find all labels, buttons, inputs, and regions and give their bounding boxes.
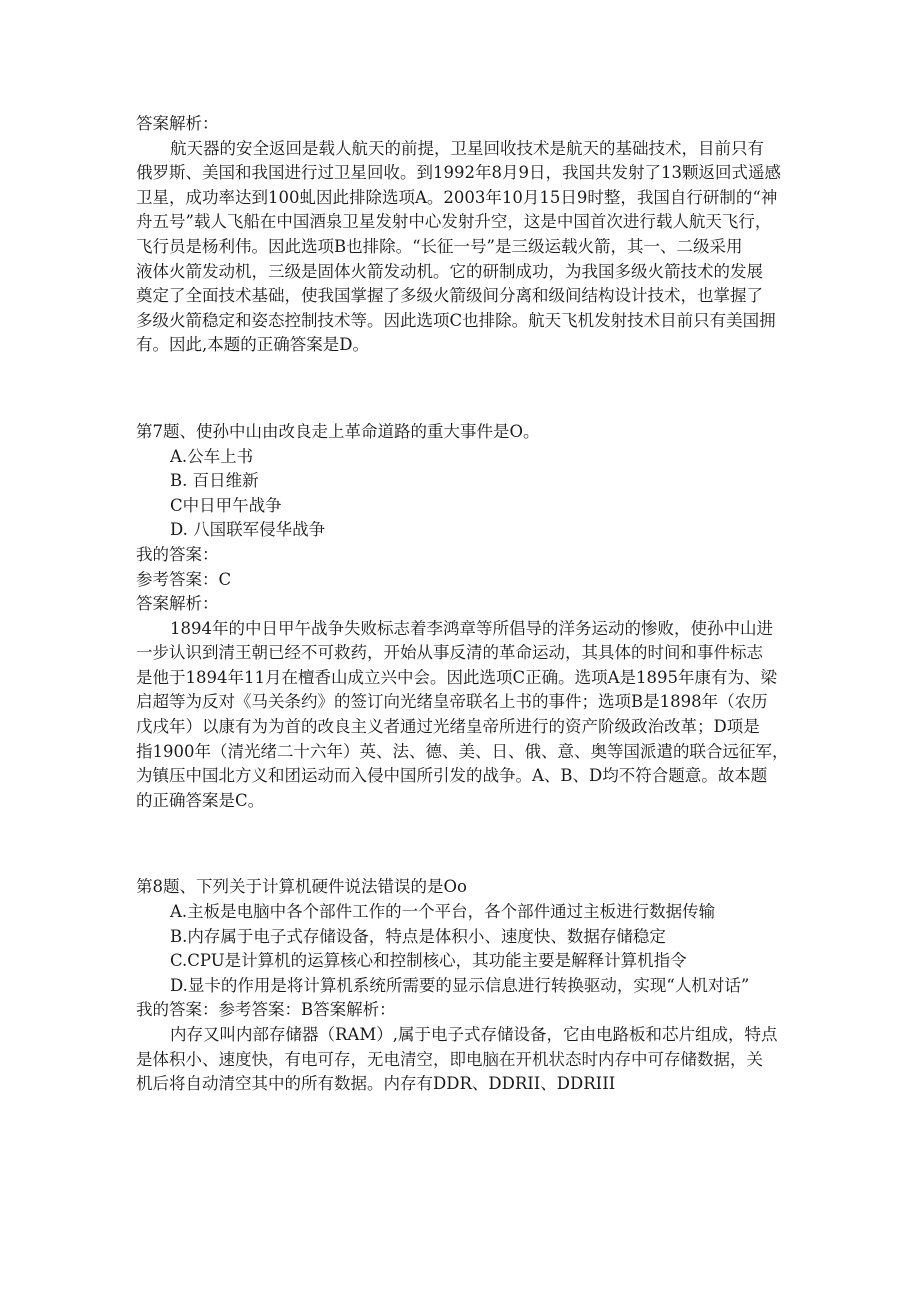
q8-option-d: D.显卡的作用是将计算机系统所需要的显示信息进行转换驱动，实现“人机对话”: [170, 975, 750, 995]
q7-analysis-line: 一步认识到清王朝已经不可救药，开始从事反清的革命运动，其具体的时间和事件标志: [136, 643, 763, 663]
q7-my-answer: 我的答案：: [136, 544, 219, 564]
q6-analysis-line: 液体火箭发动机，三级是固体火箭发动机。它的研制成功，为我国多级火箭技术的发展: [136, 261, 763, 281]
q8-analysis-line: 内存又叫内部存储器（RAM）,属于电子式存储设备，它由电路板和芯片组成，特点: [170, 1025, 778, 1044]
q6-analysis-line: 舟五号”载人飞船在中国酒泉卫星发射中心发射升空，这是中国首次进行载人航天飞行，: [136, 212, 772, 232]
q6-analysis-line: 奠定了全面技术基础，使我国掌握了多级火箭级间分离和级间结构设计技术，也掌握了: [136, 286, 763, 306]
section-gap: [136, 813, 784, 875]
question-8: [136, 875, 784, 1096]
q7-analysis-line: 戊戌年）以康有为为首的改良主义者通过光绪皇帝所进行的资产阶级政治改革；D项是: [136, 717, 760, 737]
q7-analysis-line: 是他于1894年11月在檀香山成立兴中会。因此选项C正确。选项A是1895年康有为、梁: [136, 667, 778, 687]
q7-question: 第7题、使孙中山由改良走上革命道路的重大事件是O。: [136, 421, 540, 441]
q6-analysis-line: 卫星，成功率达到100虬因此排除选项A。2003年10月15日9时整，我国自行研制的“神: [136, 187, 778, 207]
q8-analysis: [136, 1023, 784, 1097]
q6-analysis: [136, 137, 784, 358]
q7-analysis-line: 1894年的中日甲午战争失败标志着李鸿章等所倡导的洋务运动的惨败，使孙中山进: [170, 618, 773, 638]
q7-analysis-line: 为镇压中国北方义和团运动而入侵中国所引发的战争。A、B、D均不符合题意。故本题: [136, 766, 768, 786]
q6-analysis-line: 飞行员是杨利伟。因此选项B也排除。“长征一号”是三级运载火箭，其一、二级采用: [136, 236, 743, 256]
q7-option-c: C中日甲午战争: [170, 495, 282, 515]
document-page: [136, 112, 789, 1097]
q8-analysis-line: 机后将自动清空其中的所有数据。内存有DDR、DDRII、DDRIII: [136, 1074, 616, 1094]
q8-option-b: B.内存属于电子式存储设备，特点是体积小、速度快、数据存储稳定: [170, 926, 666, 946]
q6-analysis-line: 有。因此,本题的正确答案是D。: [136, 335, 369, 355]
q8-analysis-line: 是体积小、速度快，有电可存，无电清空，即电脑在开机状态时内存中可存储数据，关: [136, 1049, 763, 1069]
q7-analysis-line: 启超等为反对《马关条约》的签订向光绪皇帝联名上书的事件；选项B是1898年（农历: [136, 692, 768, 712]
q7-reference-answer: 参考答案：C: [136, 569, 232, 589]
q8-option-a: A.主板是电脑中各个部件工作的一个平台，各个部件通过主板进行数据传输: [170, 902, 716, 922]
q7-analysis-line: 的正确答案是C。: [136, 790, 265, 810]
q6-analysis-line: 俄罗斯、美国和我国进行过卫星回收。到1992年8月9日，我国共发射了13颗返回式遥感: [136, 163, 781, 183]
question-7: [136, 420, 789, 814]
q7-option-d: D. 八国联军侵华战争: [170, 520, 326, 540]
q6-analysis-line: 多级火箭稳定和姿态控制技术等。因此选项C也排除。航天飞机发射技术目前只有美国拥: [136, 310, 776, 330]
q8-question: 第8题、下列关于计算机硬件说法错误的是Oo: [136, 877, 467, 897]
q7-option-a: A.公车上书: [170, 446, 254, 466]
section-gap: [136, 358, 784, 420]
q7-analysis-line: 指1900年（清光绪二十六年）英、法、德、美、日、俄、意、奥等国派遣的联合远征军，: [136, 741, 789, 761]
q8-option-c: C.CPU是计算机的运算核心和控制核心，其功能主要是解释计算机指令: [170, 951, 687, 971]
q7-option-b: B. 百日维新: [170, 471, 259, 491]
q6-analysis-label: 答案解析：: [136, 114, 219, 133]
q7-analysis: [136, 617, 789, 814]
q6-analysis-line: 航天器的安全返回是载人航天的前提，卫星回收技术是航天的基础技术，目前只有: [170, 138, 764, 158]
q8-answer-line: 我的答案：参考答案：B答案解析：: [136, 1000, 396, 1020]
q7-analysis-label: 答案解析：: [136, 594, 219, 614]
